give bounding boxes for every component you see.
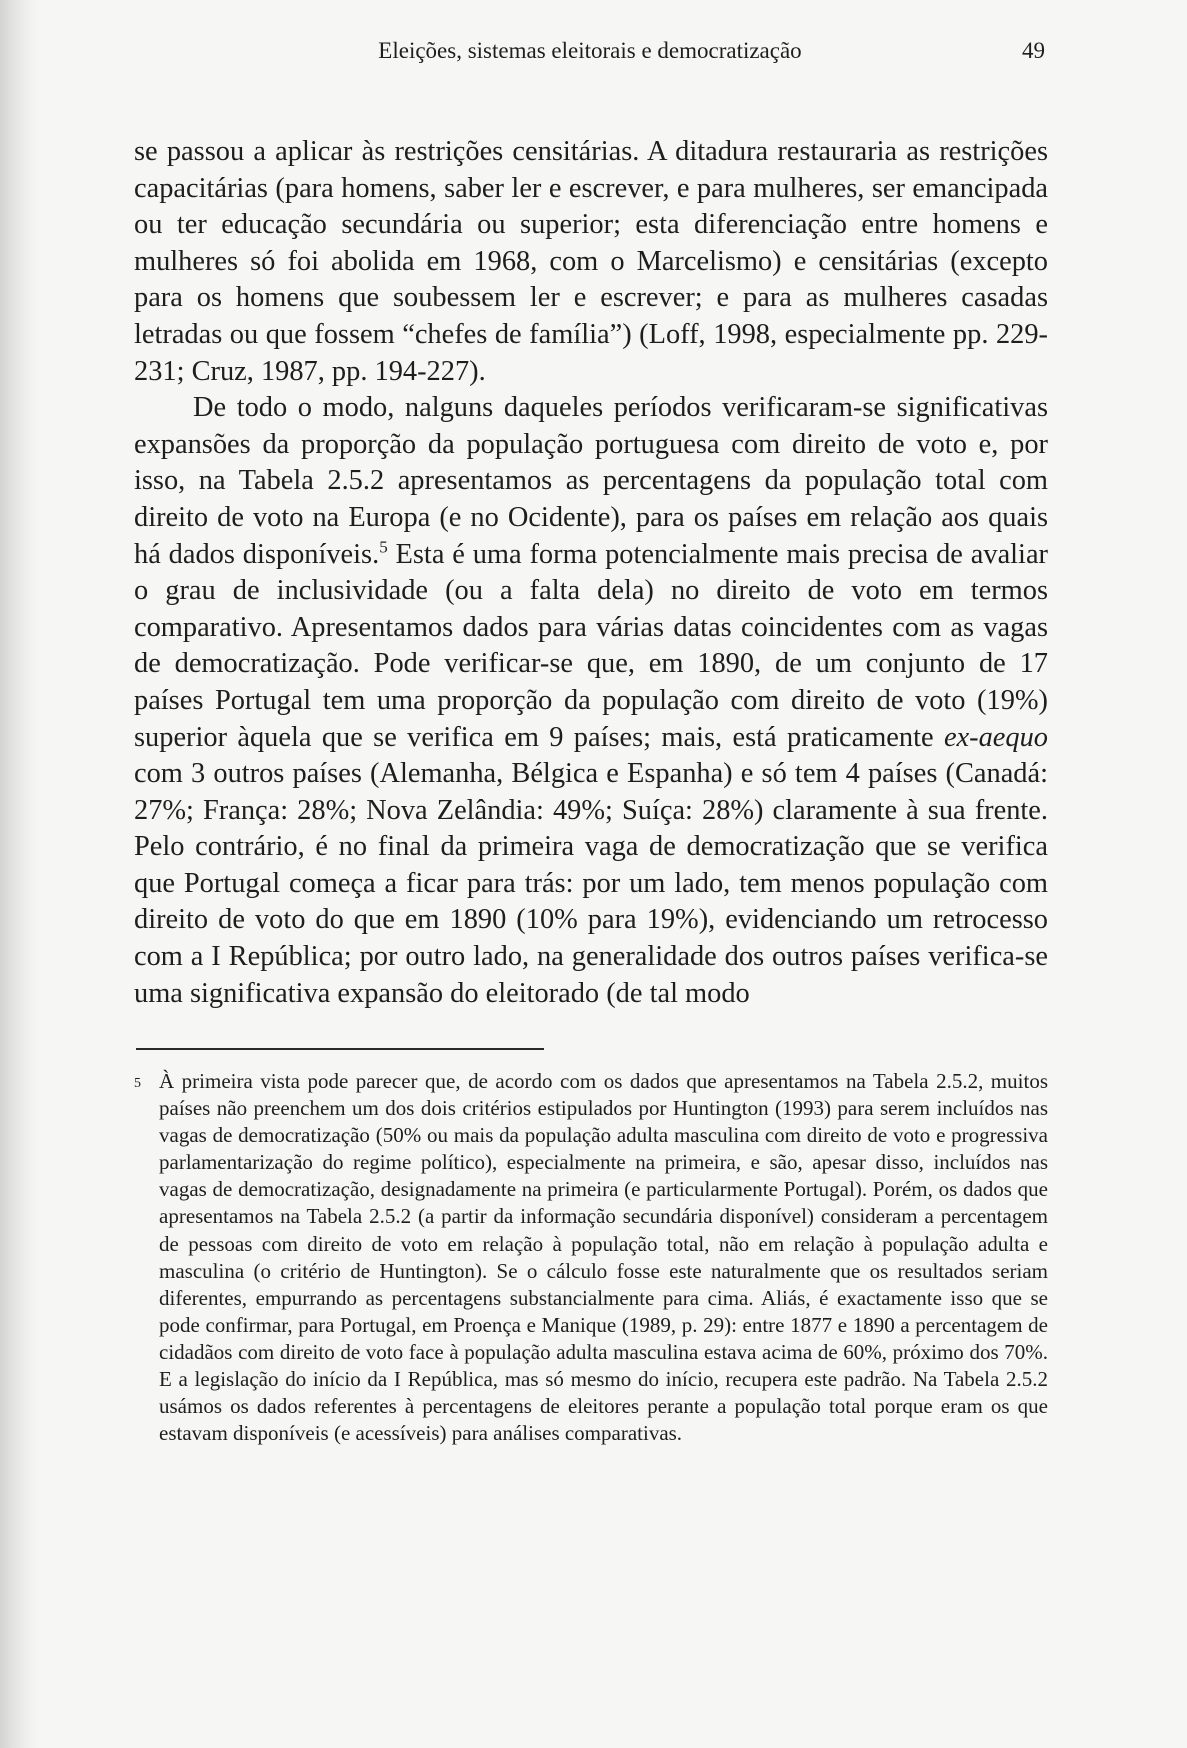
paragraph-2 xyxy=(134,390,1048,1012)
footnote-number: 5 xyxy=(134,1076,141,1091)
running-head-title: Eleições, sistemas eleitorais e democratização xyxy=(378,38,802,63)
paragraph-2-text-c: com 3 outros países (Alemanha, Bélgica e Espanha) e só tem 4 países (Canadá: 27%; França: 28%; Nova Zelândia: 49%; Suíça: 28%) claramente à sua frente. Pelo contrário, é no final da primeira vaga de democratização que se verifica que Portugal começa a ficar para trás: por um lado, tem menos população com direito de voto do que em 1890 (10% para 19%), evidenciando um retrocesso com a I República; por outro lado, na generalidade dos outros países verifica-se uma significativa expansão do eleitorado (de tal modo xyxy=(134,758,1048,1009)
paragraph-1-text: se passou a aplicar às restrições censitárias. A ditadura restauraria as restrições capacitárias (para homens, saber ler e escrever, e para mulheres, ser emancipada ou ter educação secundária ou superior; esta diferenciação entre homens e mulheres só foi abolida em 1968, com o Marcelismo) e censitárias (excepto para os homens que soubessem ler e escrever; e para as mulheres casadas letradas ou que fossem “chefes de família”) (Loff, 1998, especialmente pp. 229-231; Cruz, 1987, pp. 194-227). xyxy=(134,136,1048,387)
paragraph-2-text-b: Esta é uma forma potencialmente mais precisa de avaliar o grau de inclusividade (ou a falta dela) no direito de voto em termos comparativo. Apresentamos dados para várias datas coincidentes com as vagas de democratização. Pode verificar-se que, em 1890, de um conjunto de 17 países Portugal tem uma proporção da população com direito de voto (19%) superior àquela que se verifica em 9 países; mais, está praticamente xyxy=(134,538,1048,753)
footnote-separator xyxy=(136,1048,544,1050)
footnotes xyxy=(134,1068,1048,1447)
footnote-reference[interactable]: 5 xyxy=(379,537,388,557)
paragraph-2-text-a: De todo o modo, nalguns daqueles períodos verificaram-se significativas expansões da proporção da população portuguesa com direito de voto e, por isso, na Tabela 2.5.2 apresentamos as percentagens da população total com direito de voto na Europa (e no Ocidente), para os países em relação aos quais há dados disponíveis. xyxy=(134,392,1048,570)
page-gutter-shadow xyxy=(0,0,40,1748)
footnote-text: À primeira vista pode parecer que, de acordo com os dados que apresentamos na Tabela 2.5.2, muitos países não preenchem um dos dois critérios estipulados por Huntington (1993) para serem incluídos nas vagas de democratização (50% ou mais da população adulta masculina com direito de voto e progressiva parlamentarização do regime político), especialmente na primeira, e são, apesar disso, incluídos nas vagas de democratização, designadamente na primeira (e particularmente Portugal). Porém, os dados que apresentamos na Tabela 2.5.2 (a partir da informação secundária disponível) consideram a percentagem de pessoas com direito de voto em relação à população total, não em relação à população adulta e masculina (o critério de Huntington). Se o cálculo fosse este naturalmente que os resultados seriam diferentes, empurrando as percentagens substancialmente para cima. Aliás, é exactamente isso que se pode confirmar, para Portugal, em Proença e Manique (1989, p. 29): entre 1877 e 1890 a percentagem de cidadãos com direito de voto face à população adulta masculina estava acima de 60%, próximo dos 70%. E a legislação do início da I República, mas só mesmo do início, recupera este padrão. Na Tabela 2.5.2 usámos os dados referentes à percentagens de eleitores perante a população total porque eram os que estavam disponíveis (e acessíveis) para análises comparativas. xyxy=(159,1069,1048,1446)
italic-term: ex-aequo xyxy=(943,721,1048,753)
paragraph-continued xyxy=(134,134,1048,390)
running-header xyxy=(135,38,1045,70)
page-number: 49 xyxy=(1022,38,1045,63)
footnote-5 xyxy=(134,1068,1048,1447)
main-text xyxy=(134,134,1048,1012)
